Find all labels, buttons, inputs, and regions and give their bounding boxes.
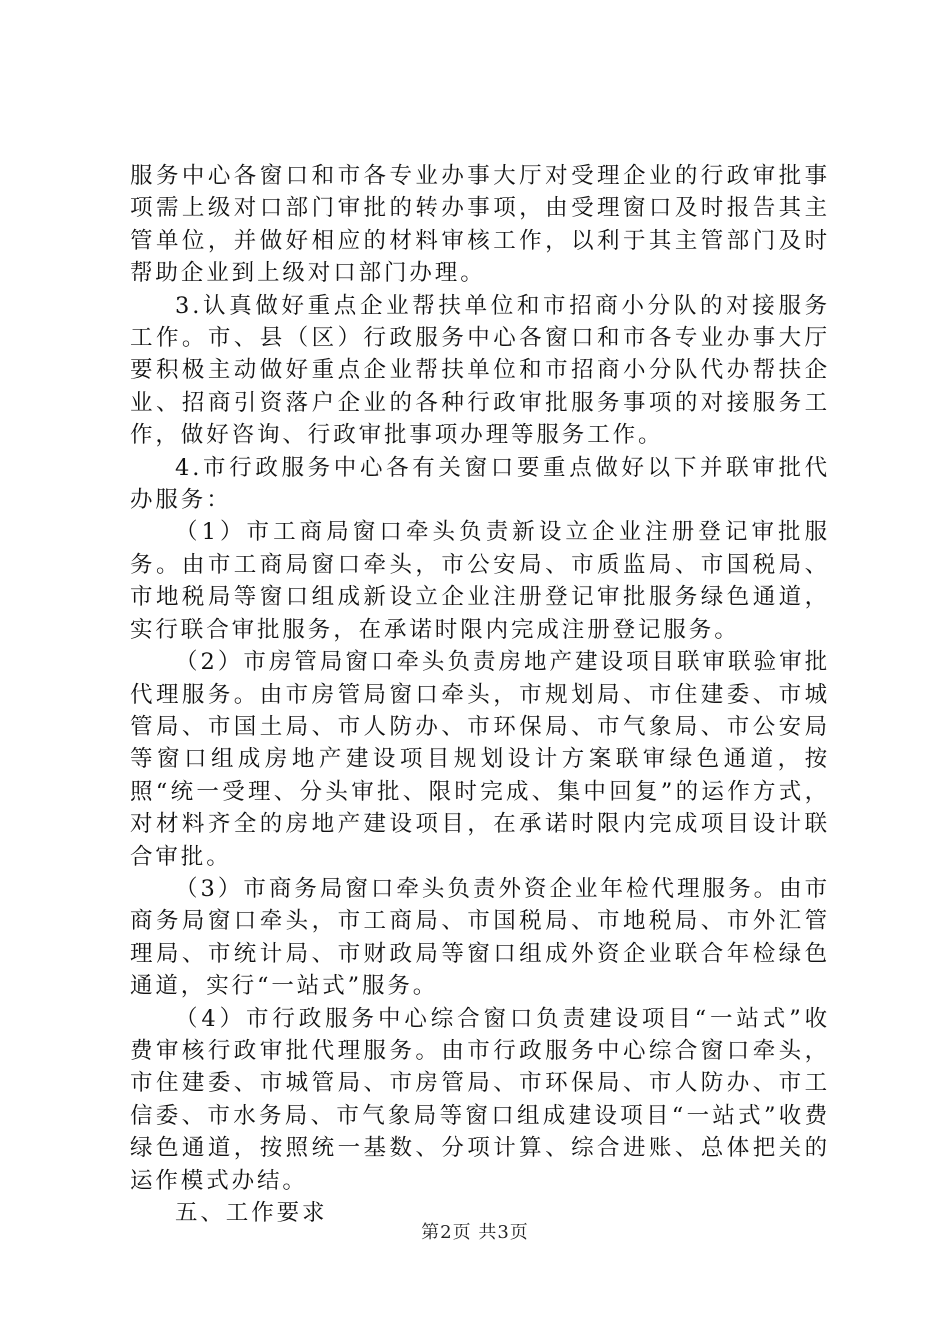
paragraph-item-3: 3.认真做好重点企业帮扶单位和市招商小分队的对接服务工作。市、县（区）行政服务中心各窗口和市各专业办事大厅要积极主动做好重点企业帮扶单位和市招商小分队代办帮扶企业、招商引资落户企业的各种行政审批服务事项的对接服务工作，做好咨询、行政审批事项办理等服务工作。 [130, 292, 830, 449]
paragraph-subitem-4: （4）市行政服务中心综合窗口负责建设项目“一站式”收费审核行政审批代理服务。由市行政服务中心综合窗口牵头，市住建委、市城管局、市房管局、市环保局、市人防办、市工信委、市水务局、市气象局等窗口组成建设项目“一站式”收费绿色通道，按照统一基数、分项计算、综合进账、总体把关的运作模式办结。 [130, 1005, 830, 1194]
paragraph-item-4: 4.市行政服务中心各有关窗口要重点做好以下并联审批代办服务： [130, 454, 830, 514]
section-heading-work-requirements: 五、工作要求 [175, 1200, 328, 1226]
paragraph-subitem-1: （1）市工商局窗口牵头负责新设立企业注册登记审批服务。由市工商局窗口牵头，市公安局、市质监局、市国税局、市地税局等窗口组成新设立企业注册登记审批服务绿色通道，实行联合审批服务，在承诺时限内完成注册登记服务。 [130, 519, 830, 643]
paragraph-continuation: 服务中心各窗口和市各专业办事大厅对受理企业的行政审批事项需上级对口部门审批的转办事项，由受理窗口及时报告其主管单位，并做好相应的材料审核工作，以利于其主管部门及时帮助企业到上级对口部门办理。 [130, 163, 830, 287]
paragraph-subitem-2: （2）市房管局窗口牵头负责房地产建设项目联审联验审批代理服务。由市房管局窗口牵头，市规划局、市住建委、市城管局、市国土局、市人防办、市环保局、市气象局、市公安局等窗口组成房地产建设项目规划设计方案联审绿色通道，按照“统一受理、分头审批、限时完成、集中回复”的运作方式，对材料齐全的房地产建设项目，在承诺时限内完成项目设计联合审批。 [130, 649, 830, 870]
page-number-footer: 第2页 共3页 [421, 1222, 529, 1243]
paragraph-subitem-3: （3）市商务局窗口牵头负责外资企业年检代理服务。由市商务局窗口牵头，市工商局、市国税局、市地税局、市外汇管理局、市统计局、市财政局等窗口组成外资企业联合年检绿色通道，实行“一站式”服务。 [130, 875, 830, 1000]
document-body [130, 160, 830, 1229]
